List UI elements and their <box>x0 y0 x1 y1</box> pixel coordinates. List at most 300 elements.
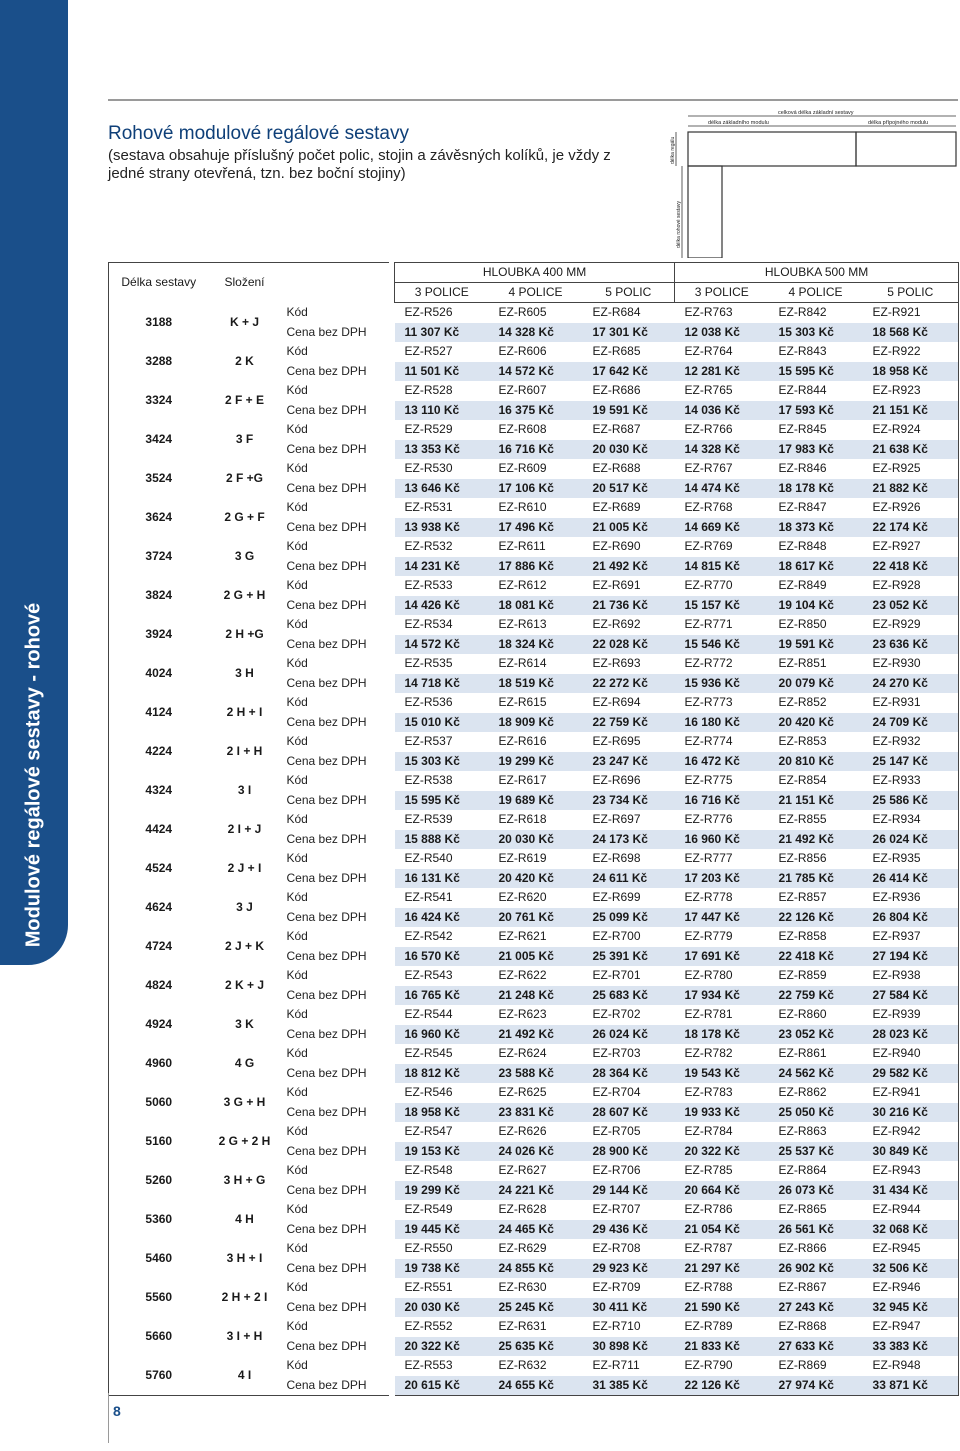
product-price: 19 445 Kč <box>395 1220 489 1240</box>
product-code: EZ-R530 <box>404 461 453 475</box>
row-composition: 2 K <box>235 354 254 368</box>
product-code: EZ-R533 <box>404 578 453 592</box>
row-price-label: Cena bez DPH <box>286 558 367 573</box>
row-price-label: Cena bez DPH <box>286 753 367 768</box>
table-row <box>109 576 959 596</box>
product-code: EZ-R786 <box>684 1202 733 1216</box>
row-price-label: Cena bez DPH <box>286 519 367 534</box>
product-code: EZ-R869 <box>778 1358 827 1372</box>
product-code: EZ-R617 <box>498 773 547 787</box>
product-price: 20 810 Kč <box>769 752 863 772</box>
product-price: 22 759 Kč <box>583 713 675 733</box>
product-code: EZ-R612 <box>498 578 547 592</box>
row-length: 5260 <box>109 1161 209 1200</box>
product-price: 21 590 Kč <box>675 1298 769 1318</box>
row-price-label: Cena bez DPH <box>286 675 367 690</box>
product-code: EZ-R843 <box>778 344 827 358</box>
side-tab <box>0 0 68 965</box>
table-row <box>109 615 959 635</box>
row-length: 4324 <box>109 771 209 810</box>
product-code: EZ-R606 <box>498 344 547 358</box>
product-price: 20 030 Kč <box>583 440 675 460</box>
row-code-label: Kód <box>286 1319 308 1334</box>
row-length: 4724 <box>109 927 209 966</box>
subheader-shelves: 5 POLIC <box>583 283 675 303</box>
product-price: 23 636 Kč <box>863 635 959 655</box>
row-code-label: Kód <box>286 890 308 905</box>
product-price: 26 024 Kč <box>583 1025 675 1045</box>
row-composition: 2 H +G <box>225 627 264 641</box>
product-code: EZ-R946 <box>863 1278 959 1298</box>
product-code: EZ-R610 <box>498 500 547 514</box>
product-code: EZ-R611 <box>498 539 546 553</box>
product-code: EZ-R942 <box>863 1122 959 1142</box>
product-price: 25 537 Kč <box>769 1142 863 1162</box>
product-code: EZ-R790 <box>684 1358 733 1372</box>
row-composition: 4 I <box>209 1356 281 1396</box>
product-price: 24 465 Kč <box>489 1220 583 1240</box>
product-price: 18 617 Kč <box>769 557 863 577</box>
product-price: 17 496 Kč <box>489 518 583 538</box>
table-row <box>109 654 959 674</box>
product-code: EZ-R546 <box>404 1085 453 1099</box>
product-price: 16 716 Kč <box>489 440 583 460</box>
product-code: EZ-R618 <box>498 812 547 826</box>
row-price-label: Cena bez DPH <box>286 1299 367 1314</box>
product-code: EZ-R534 <box>404 617 453 631</box>
product-price: 24 270 Kč <box>863 674 959 694</box>
product-code: EZ-R686 <box>592 383 641 397</box>
product-price: 26 902 Kč <box>769 1259 863 1279</box>
product-code: EZ-R542 <box>404 929 453 943</box>
product-code: EZ-R778 <box>684 890 733 904</box>
product-price: 22 272 Kč <box>583 674 675 694</box>
subheader-shelves: 4 POLICE <box>489 283 583 303</box>
product-code: EZ-R692 <box>592 617 641 631</box>
product-code: EZ-R551 <box>404 1280 453 1294</box>
product-code: EZ-R710 <box>592 1319 641 1333</box>
product-price: 18 958 Kč <box>863 362 959 382</box>
product-code: EZ-R693 <box>592 656 641 670</box>
table-row <box>109 1083 959 1103</box>
product-price: 12 038 Kč <box>675 323 769 343</box>
product-price: 18 812 Kč <box>395 1064 489 1084</box>
product-price: 21 151 Kč <box>863 401 959 421</box>
product-price: 15 888 Kč <box>395 830 489 850</box>
row-length: 4524 <box>109 849 209 888</box>
product-code: EZ-R622 <box>498 968 547 982</box>
product-price: 21 736 Kč <box>583 596 675 616</box>
row-length: 4124 <box>109 693 209 732</box>
row-price-label: Cena bez DPH <box>286 1338 367 1353</box>
product-code: EZ-R856 <box>778 851 827 865</box>
row-price-label: Cena bez DPH <box>286 1104 367 1119</box>
table-row <box>109 1239 959 1259</box>
product-code: EZ-R766 <box>684 422 733 436</box>
product-code: EZ-R928 <box>863 576 959 596</box>
product-code: EZ-R535 <box>404 656 453 670</box>
row-code-label: Kód <box>286 578 308 593</box>
product-code: EZ-R531 <box>404 500 453 514</box>
product-price: 18 081 Kč <box>489 596 583 616</box>
row-price-label: Cena bez DPH <box>286 636 367 651</box>
row-price-label: Cena bez DPH <box>286 480 367 495</box>
row-length: 3924 <box>109 615 209 654</box>
product-price: 21 492 Kč <box>769 830 863 850</box>
row-code-label: Kód <box>286 539 308 554</box>
product-price: 19 689 Kč <box>489 791 583 811</box>
product-code: EZ-R948 <box>863 1356 959 1376</box>
table-row <box>109 888 959 908</box>
product-code: EZ-R541 <box>404 890 453 904</box>
product-price: 22 028 Kč <box>583 635 675 655</box>
product-code: EZ-R847 <box>778 500 827 514</box>
product-code: EZ-R853 <box>778 734 827 748</box>
product-code: EZ-R925 <box>863 459 959 479</box>
product-code: EZ-R545 <box>404 1046 453 1060</box>
product-code: EZ-R706 <box>592 1163 641 1177</box>
product-price: 18 568 Kč <box>863 323 959 343</box>
product-price: 24 173 Kč <box>583 830 675 850</box>
row-code-label: Kód <box>286 1241 308 1256</box>
product-code: EZ-R685 <box>592 344 641 358</box>
product-price: 15 595 Kč <box>769 362 863 382</box>
product-price: 18 909 Kč <box>489 713 583 733</box>
table-row <box>109 1278 959 1298</box>
product-price: 16 960 Kč <box>675 830 769 850</box>
row-code-label: Kód <box>286 695 308 710</box>
product-price: 19 299 Kč <box>489 752 583 772</box>
row-code-label: Kód <box>286 305 308 319</box>
row-composition: 2 F + E <box>224 393 265 407</box>
product-price: 14 328 Kč <box>675 440 769 460</box>
product-price: 28 023 Kč <box>863 1025 959 1045</box>
product-price: 16 960 Kč <box>395 1025 489 1045</box>
product-code: EZ-R865 <box>778 1202 827 1216</box>
product-price: 20 030 Kč <box>489 830 583 850</box>
product-code: EZ-R532 <box>404 539 453 553</box>
product-code: EZ-R773 <box>684 695 733 709</box>
product-price: 23 052 Kč <box>863 596 959 616</box>
product-code: EZ-R544 <box>404 1007 453 1021</box>
subheader-shelves: 3 POLICE <box>395 283 489 303</box>
product-code: EZ-R702 <box>592 1007 641 1021</box>
product-code: EZ-R863 <box>778 1124 827 1138</box>
product-code: EZ-R945 <box>863 1239 959 1259</box>
product-code: EZ-R621 <box>498 929 547 943</box>
product-price: 16 131 Kč <box>395 869 489 889</box>
product-code: EZ-R937 <box>863 927 959 947</box>
subheader-shelves: 3 POLICE <box>675 283 769 303</box>
product-price: 29 436 Kč <box>583 1220 675 1240</box>
product-code: EZ-R783 <box>684 1085 733 1099</box>
row-length: 3624 <box>109 498 209 537</box>
product-code: EZ-R537 <box>404 734 453 748</box>
product-price: 14 572 Kč <box>489 362 583 382</box>
product-code: EZ-R615 <box>498 695 547 709</box>
product-code: EZ-R854 <box>778 773 827 787</box>
product-code: EZ-R923 <box>863 381 959 401</box>
product-price: 24 709 Kč <box>863 713 959 733</box>
table-row <box>109 1122 959 1142</box>
product-price: 21 151 Kč <box>769 791 863 811</box>
product-price: 23 734 Kč <box>583 791 675 811</box>
product-price: 16 570 Kč <box>395 947 489 967</box>
product-price: 19 738 Kč <box>395 1259 489 1279</box>
product-code: EZ-R941 <box>863 1083 959 1103</box>
product-price: 13 353 Kč <box>395 440 489 460</box>
product-code: EZ-R529 <box>404 422 453 436</box>
product-price: 30 411 Kč <box>583 1298 675 1318</box>
diagram-addon-label: délka přípojného modulu <box>868 120 929 126</box>
table-row <box>109 1356 959 1376</box>
row-length: 5760 <box>109 1356 209 1396</box>
product-price: 19 299 Kč <box>395 1181 489 1201</box>
row-composition: 2 H + I <box>226 705 263 719</box>
row-price-label: Cena bez DPH <box>286 909 367 924</box>
product-price: 13 110 Kč <box>395 401 489 421</box>
product-price: 13 646 Kč <box>395 479 489 499</box>
product-code: EZ-R864 <box>778 1163 827 1177</box>
row-code-label: Kód <box>286 1358 308 1373</box>
product-code: EZ-R852 <box>778 695 827 709</box>
product-price: 16 472 Kč <box>675 752 769 772</box>
row-length: 3524 <box>109 459 209 498</box>
product-code: EZ-R926 <box>863 498 959 518</box>
row-length: 5660 <box>109 1317 209 1356</box>
table-row <box>109 1161 959 1181</box>
product-price: 21 492 Kč <box>489 1025 583 1045</box>
product-code: EZ-R944 <box>863 1200 959 1220</box>
product-price: 13 938 Kč <box>395 518 489 538</box>
row-length: 5060 <box>109 1083 209 1122</box>
product-price: 30 216 Kč <box>863 1103 959 1123</box>
product-price: 18 958 Kč <box>395 1103 489 1123</box>
subheader-shelves: 4 POLICE <box>769 283 863 303</box>
product-code: EZ-R943 <box>863 1161 959 1181</box>
product-price: 19 591 Kč <box>769 635 863 655</box>
product-code: EZ-R689 <box>592 500 641 514</box>
row-price-label: Cena bez DPH <box>286 363 367 378</box>
row-price-label: Cena bez DPH <box>286 1221 367 1236</box>
row-code-label: Kód <box>286 1163 308 1178</box>
table-body <box>109 303 959 1396</box>
product-price: 21 248 Kč <box>489 986 583 1006</box>
product-price: 18 178 Kč <box>769 479 863 499</box>
product-price: 17 934 Kč <box>675 986 769 1006</box>
product-code: EZ-R862 <box>778 1085 827 1099</box>
row-price-label: Cena bez DPH <box>281 1376 389 1396</box>
product-code: EZ-R607 <box>498 383 547 397</box>
page-rule <box>108 1393 109 1443</box>
table-row <box>109 537 959 557</box>
row-composition: 3 F <box>235 432 254 446</box>
product-price: 22 759 Kč <box>769 986 863 1006</box>
product-code: EZ-R768 <box>684 500 733 514</box>
product-code: EZ-R627 <box>498 1163 547 1177</box>
diagram-corner-label: délka rohové sestavy <box>676 201 682 248</box>
product-code: EZ-R711 <box>592 1358 640 1372</box>
product-code: EZ-R688 <box>592 461 641 475</box>
row-code-label: Kód <box>286 734 308 749</box>
product-code: EZ-R707 <box>592 1202 641 1216</box>
product-price: 27 243 Kč <box>769 1298 863 1318</box>
product-code: EZ-R789 <box>684 1319 733 1333</box>
product-price: 33 383 Kč <box>863 1337 959 1357</box>
header-depth-500: HLOUBKA 500 MM <box>675 263 959 283</box>
product-code: EZ-R770 <box>684 578 733 592</box>
product-code: EZ-R543 <box>404 968 453 982</box>
product-code: EZ-R866 <box>778 1241 827 1255</box>
table-row <box>109 1317 959 1337</box>
row-code-label: Kód <box>286 461 308 476</box>
product-code: EZ-R785 <box>684 1163 733 1177</box>
product-code: EZ-R694 <box>592 695 641 709</box>
row-length: 5160 <box>109 1122 209 1161</box>
table-row <box>109 810 959 830</box>
product-code: EZ-R771 <box>684 617 733 631</box>
product-code: EZ-R936 <box>863 888 959 908</box>
row-price-label: Cena bez DPH <box>286 714 367 729</box>
product-price: 20 420 Kč <box>769 713 863 733</box>
row-composition: 2 F +G <box>225 471 263 485</box>
row-code-label: Kód <box>286 1007 308 1022</box>
product-code: EZ-R613 <box>498 617 547 631</box>
product-code: EZ-R777 <box>684 851 733 865</box>
product-code: EZ-R539 <box>404 812 453 826</box>
product-code: EZ-R705 <box>592 1124 641 1138</box>
row-composition: 2 I + H <box>226 744 263 758</box>
product-code: EZ-R772 <box>684 656 733 670</box>
row-length: 5460 <box>109 1239 209 1278</box>
row-length: 4624 <box>109 888 209 927</box>
product-price: 29 144 Kč <box>583 1181 675 1201</box>
row-price-label: Cena bez DPH <box>286 441 367 456</box>
product-price: 31 434 Kč <box>863 1181 959 1201</box>
row-price-label: Cena bez DPH <box>286 1026 367 1041</box>
product-code: EZ-R549 <box>404 1202 453 1216</box>
diagram-depth-label: délka regálu <box>670 136 676 164</box>
product-price: 19 153 Kč <box>395 1142 489 1162</box>
product-code: EZ-R868 <box>778 1319 827 1333</box>
product-price: 22 174 Kč <box>863 518 959 538</box>
row-length: 4424 <box>109 810 209 849</box>
product-price: 21 638 Kč <box>863 440 959 460</box>
row-code-label: Kód <box>286 1085 308 1100</box>
page-number: 8 <box>113 1403 121 1419</box>
product-code: EZ-R784 <box>684 1124 733 1138</box>
product-code: EZ-R608 <box>498 422 547 436</box>
row-code-label: Kód <box>286 812 308 827</box>
row-composition: 3 K <box>235 1017 254 1031</box>
table-row <box>109 1005 959 1025</box>
product-price: 27 194 Kč <box>863 947 959 967</box>
row-code-label: Kód <box>286 1124 308 1139</box>
product-code: EZ-R687 <box>592 422 641 436</box>
table-row <box>109 693 959 713</box>
row-composition: 3 I <box>237 783 252 797</box>
product-code: EZ-R848 <box>778 539 827 553</box>
row-code-label: Kód <box>286 851 308 866</box>
subheader-shelves: 5 POLIC <box>863 283 959 303</box>
product-price: 17 203 Kč <box>675 869 769 889</box>
product-code: EZ-R626 <box>498 1124 547 1138</box>
row-composition: 2 J + I <box>227 861 262 875</box>
product-code: EZ-R765 <box>684 383 733 397</box>
product-price: 26 561 Kč <box>769 1220 863 1240</box>
product-price: 23 052 Kč <box>769 1025 863 1045</box>
product-code: EZ-R780 <box>684 968 733 982</box>
side-tab-label: Modulové regálové sestavy - rohové <box>22 602 45 948</box>
product-code: EZ-R699 <box>592 890 641 904</box>
product-price: 12 281 Kč <box>675 362 769 382</box>
product-price: 25 635 Kč <box>489 1337 583 1357</box>
product-price: 22 418 Kč <box>863 557 959 577</box>
table-row <box>109 771 959 791</box>
price-table <box>108 262 959 1396</box>
product-price: 15 010 Kč <box>395 713 489 733</box>
product-code: EZ-R700 <box>592 929 641 943</box>
product-code: EZ-R696 <box>592 773 641 787</box>
product-price: 23 588 Kč <box>489 1064 583 1084</box>
product-price: 14 328 Kč <box>489 323 583 343</box>
product-price: 27 974 Kč <box>769 1376 863 1396</box>
product-code: EZ-R690 <box>592 539 641 553</box>
product-code: EZ-R628 <box>498 1202 547 1216</box>
product-price: 17 983 Kč <box>769 440 863 460</box>
product-code: EZ-R684 <box>592 305 641 319</box>
row-code-label: Kód <box>286 656 308 671</box>
product-code: EZ-R933 <box>863 771 959 791</box>
table-row <box>109 381 959 401</box>
product-code: EZ-R927 <box>863 537 959 557</box>
row-code-label: Kód <box>286 929 308 944</box>
product-code: EZ-R631 <box>498 1319 547 1333</box>
product-code: EZ-R697 <box>592 812 641 826</box>
product-price: 17 106 Kč <box>489 479 583 499</box>
row-code-label: Kód <box>286 383 308 398</box>
product-price: 32 068 Kč <box>863 1220 959 1240</box>
product-price: 14 669 Kč <box>675 518 769 538</box>
row-length: 3424 <box>109 420 209 459</box>
product-price: 17 886 Kč <box>489 557 583 577</box>
product-code: EZ-R850 <box>778 617 827 631</box>
product-code: EZ-R552 <box>404 1319 453 1333</box>
row-price-label: Cena bez DPH <box>286 948 367 963</box>
product-code: EZ-R782 <box>684 1046 733 1060</box>
product-price: 19 104 Kč <box>769 596 863 616</box>
product-code: EZ-R528 <box>404 383 453 397</box>
row-length: 3288 <box>109 342 209 381</box>
row-price-label: Cena bez DPH <box>286 1260 367 1275</box>
product-code: EZ-R849 <box>778 578 827 592</box>
product-price: 17 691 Kč <box>675 947 769 967</box>
product-price: 22 126 Kč <box>769 908 863 928</box>
product-code: EZ-R947 <box>863 1317 959 1337</box>
product-price: 32 506 Kč <box>863 1259 959 1279</box>
product-code: EZ-R855 <box>778 812 827 826</box>
product-code: EZ-R774 <box>684 734 733 748</box>
product-code: EZ-R931 <box>863 693 959 713</box>
product-price: 15 303 Kč <box>395 752 489 772</box>
product-code: EZ-R929 <box>863 615 959 635</box>
table-row <box>109 498 959 518</box>
product-code: EZ-R859 <box>778 968 827 982</box>
product-code: EZ-R787 <box>684 1241 733 1255</box>
row-price-label: Cena bez DPH <box>286 792 367 807</box>
product-code: EZ-R763 <box>684 305 733 319</box>
product-code: EZ-R624 <box>498 1046 547 1060</box>
